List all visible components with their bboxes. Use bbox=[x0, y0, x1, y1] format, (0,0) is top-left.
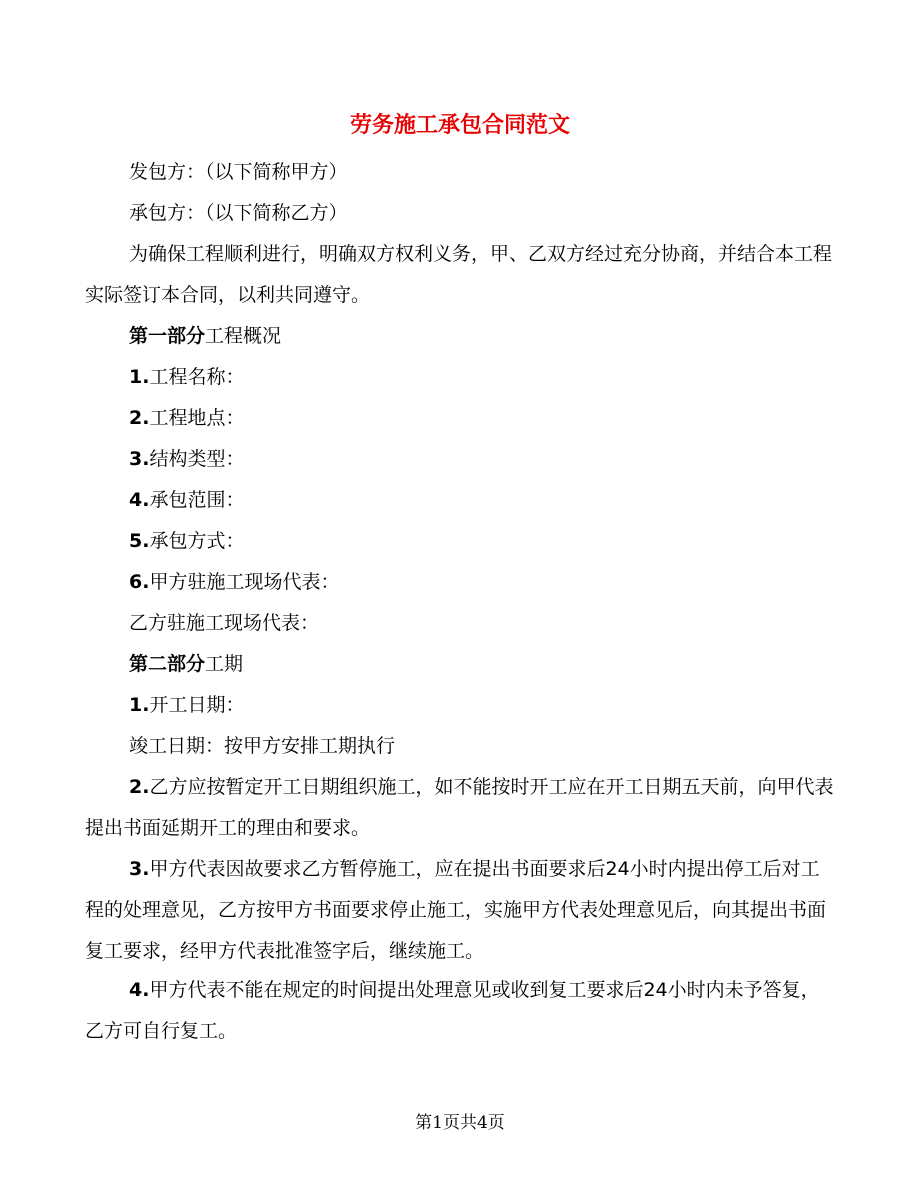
item-text: 工程地点： bbox=[149, 407, 245, 429]
item-text: 工程名称： bbox=[149, 366, 245, 388]
rep-b-line: 乙方驻施工现场代表： bbox=[129, 612, 320, 634]
clause-text: 甲方代表因故要求乙方暂停施工，应在提出书面要求后24小时内提出停工后对工程的处理意见，乙方按甲方书面要求停止施工，实施甲方代表处理意见后，向其提出书面复工要求，经甲方代表批准签字后，继续施工。 bbox=[85, 858, 827, 962]
document-title: 劳务施工承包合同范文 bbox=[349, 112, 570, 138]
part2-heading bbox=[85, 644, 835, 685]
item-number: 5. bbox=[129, 530, 150, 552]
item-text: 承包范围： bbox=[149, 489, 245, 511]
item-text: 承包方式： bbox=[149, 530, 245, 552]
part1-item bbox=[85, 521, 835, 562]
part1-item bbox=[85, 357, 835, 398]
part1-item bbox=[85, 398, 835, 439]
part1-item bbox=[85, 562, 835, 603]
part1-item bbox=[85, 480, 835, 521]
item-text: 开工日期： bbox=[149, 694, 245, 716]
party-b-line: 承包方：（以下简称乙方） bbox=[129, 202, 348, 224]
part2-heading-bold: 第二部分 bbox=[129, 653, 206, 675]
item-number: 1. bbox=[129, 366, 150, 388]
start-date-line bbox=[85, 685, 835, 726]
clause-text: 乙方应按暂定开工日期组织施工，如不能按时开工应在开工日期五天前，向甲代表提出书面延期开工的理由和要求。 bbox=[85, 776, 834, 839]
clause-paragraph bbox=[85, 767, 835, 849]
item-number: 1. bbox=[129, 694, 150, 716]
part1-heading bbox=[85, 316, 835, 357]
clause-number: 2. bbox=[129, 776, 150, 798]
item-number: 6. bbox=[129, 571, 150, 593]
intro-paragraph: 为确保工程顺利进行，明确双方权利义务，甲、乙双方经过充分协商，并结合本工程实际签订本合同，以利共同遵守。 bbox=[85, 243, 833, 306]
clause-paragraph bbox=[85, 849, 835, 972]
item-number: 4. bbox=[129, 489, 150, 511]
part1-heading-rest: 工程概况 bbox=[205, 325, 282, 347]
clause-paragraph bbox=[85, 970, 835, 1052]
item-text: 结构类型： bbox=[149, 448, 245, 470]
finish-date-line: 竣工日期：按甲方安排工期执行 bbox=[129, 735, 396, 757]
clause-number: 3. bbox=[129, 858, 150, 880]
item-number: 3. bbox=[129, 448, 150, 470]
part1-item bbox=[85, 439, 835, 480]
item-text: 甲方驻施工现场代表： bbox=[149, 571, 340, 593]
item-number: 2. bbox=[129, 407, 150, 429]
part1-heading-bold: 第一部分 bbox=[129, 325, 206, 347]
party-a-line: 发包方：（以下简称甲方） bbox=[129, 161, 348, 183]
clause-number: 4. bbox=[129, 979, 150, 1001]
page-number: 第1页共4页 bbox=[415, 1113, 505, 1133]
clause-text: 甲方代表不能在规定的时间提出处理意见或收到复工要求后24小时内未予答复，乙方可自行复工。 bbox=[85, 979, 820, 1042]
part2-heading-rest: 工期 bbox=[205, 653, 244, 675]
